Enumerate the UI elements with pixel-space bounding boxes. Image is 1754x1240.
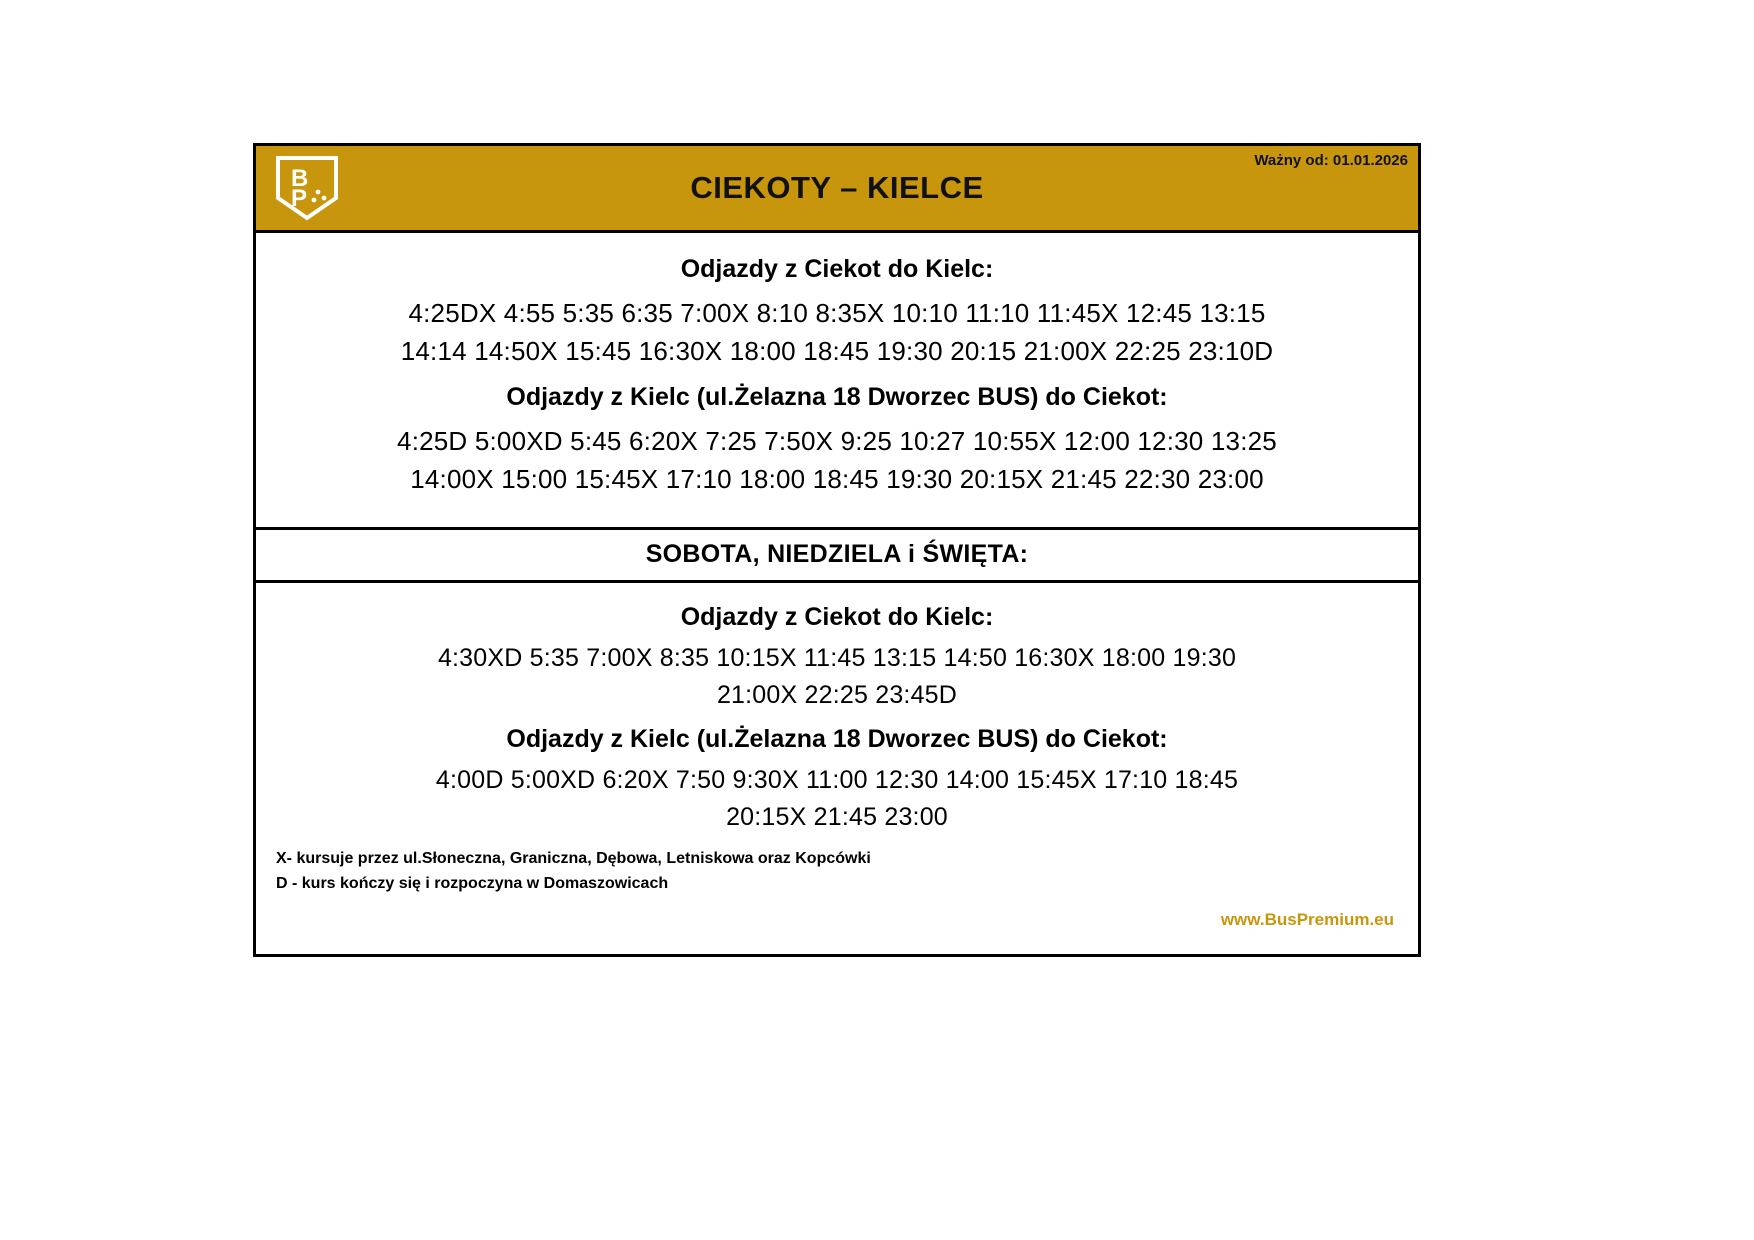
- weekday-outbound-times-line-1: 4:25DX 4:55 5:35 6:35 7:00X 8:10 8:35X 10:10 11:10 11:45X 12:45 13:15: [408, 298, 1266, 328]
- bus-premium-logo-icon: [270, 154, 344, 222]
- weekend-return-times-line-2: 20:15X 21:45 23:00: [726, 803, 948, 832]
- svg-text:B: B: [291, 165, 309, 192]
- weekend-band-label: SOBOTA, NIEDZIELA i ŚWIĘTA:: [256, 530, 1418, 583]
- route-title: CIEKOTY – KIELCE: [690, 170, 984, 205]
- weekend-outbound-heading: Odjazdy z Ciekot do Kielc:: [680, 602, 994, 631]
- weekday-outbound-times-line-2: 14:14 14:50X 15:45 16:30X 18:00 18:45 19:30 20:15 21:00X 22:25 23:10D: [400, 336, 1274, 367]
- valid-from-label: Ważny od: 01.01.2026: [1254, 152, 1408, 169]
- legend-note-d: D - kurs kończy się i rozpoczyna w Domaszowicach: [276, 874, 669, 892]
- poster-header: [256, 146, 1418, 233]
- weekday-schedule-block: [256, 233, 1418, 530]
- weekday-return-times-line-2: 14:00X 15:00 15:45X 17:10 18:00 18:45 19:30 20:15X 21:45 22:30 23:00: [410, 464, 1264, 495]
- svg-text:P: P: [291, 185, 308, 212]
- legend-note-x: X- kursuje przez ul.Słoneczna, Graniczna, Dębowa, Letniskowa oraz Kopcówki: [276, 849, 871, 867]
- timetable-poster: [253, 143, 1421, 957]
- weekend-return-heading: Odjazdy z Kielc (ul.Żelazna 18 Dworzec BUS) do Ciekot:: [506, 724, 1168, 753]
- weekday-return-heading: Odjazdy z Kielc (ul.Żelazna 18 Dworzec BUS) do Ciekot:: [506, 382, 1168, 411]
- weekday-outbound-heading: Odjazdy z Ciekot do Kielc:: [680, 255, 994, 283]
- website-link[interactable]: www.BusPremium.eu: [1220, 910, 1394, 930]
- weekday-return-times-line-1: 4:25D 5:00XD 5:45 6:20X 7:25 7:50X 9:25 10:27 10:55X 12:00 12:30 13:25: [397, 425, 1277, 456]
- weekend-return-times-line-1: 4:00D 5:00XD 6:20X 7:50 9:30X 11:00 12:30 14:00 15:45X 17:10 18:45: [435, 765, 1239, 794]
- weekend-outbound-times-line-2: 21:00X 22:25 23:45D: [716, 681, 958, 710]
- weekend-outbound-times-line-1: 4:30XD 5:35 7:00X 8:35 10:15X 11:45 13:15 14:50 16:30X 18:00 19:30: [437, 643, 1237, 672]
- legend-notes: [270, 843, 1404, 897]
- weekend-schedule-block: [256, 583, 1418, 955]
